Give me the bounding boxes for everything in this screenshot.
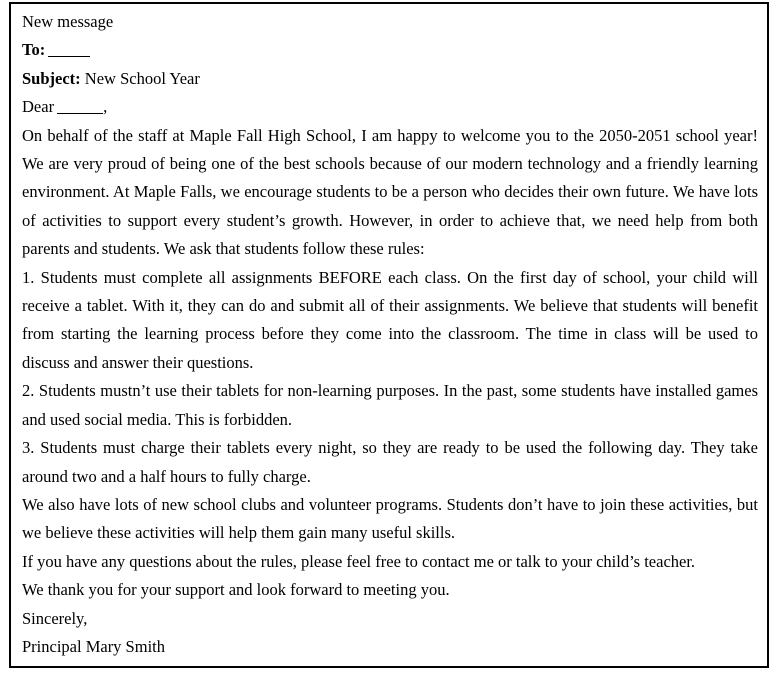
recipient-name-blank[interactable] bbox=[57, 113, 103, 114]
subject-field-line bbox=[22, 65, 758, 93]
email-document bbox=[9, 2, 769, 668]
compose-window-title: New message bbox=[22, 12, 114, 31]
salutation-line bbox=[22, 93, 758, 121]
paragraph-welcome: On behalf of the staff at Maple Fall High School, I am happy to welcome you to the 2050-2051 school year! We are very proud of being one of the best schools because of our modern technology and a friendly learning environment. At Maple Falls, we encourage students to be a person who decides their own future. We have lots of activities to support every student’s growth. However, in order to achieve that, we need help from both parents and students. We ask that students follow these rules: bbox=[22, 125, 758, 259]
compose-window-title-line bbox=[22, 8, 758, 36]
subject-label: Subject: bbox=[22, 68, 81, 88]
to-blank-field[interactable] bbox=[48, 56, 90, 57]
salutation-prefix: Dear bbox=[22, 97, 55, 117]
paragraph-rule-1: 1. Students must complete all assignments BEFORE each class. On the first day of school, your child will receive a tablet. With it, they can do and submit all of their assignments. We believe that students will benefit from starting the learning process before they come into the classroom. The time in class will be used to discuss and answer their questions. bbox=[22, 267, 758, 372]
closing-signoff: Sincerely, bbox=[22, 608, 88, 628]
paragraph-thanks: We thank you for your support and look forward to meeting you. bbox=[22, 580, 450, 600]
to-label: To: bbox=[22, 40, 46, 60]
paragraph-contact: If you have any questions about the rules, please feel free to contact me or talk to your child’s teacher. bbox=[22, 551, 696, 571]
subject-value: New School Year bbox=[84, 68, 200, 88]
paragraph-clubs: We also have lots of new school clubs and volunteer programs. Students don’t have to join these activities, but we believe these activities will help them gain many useful skills. bbox=[22, 494, 758, 543]
salutation-comma: , bbox=[103, 97, 108, 117]
closing-signature: Principal Mary Smith bbox=[22, 636, 165, 656]
paragraph-rule-2: 2. Students mustn’t use their tablets for non-learning purposes. In the past, some students have installed games and used social media. This is forbidden. bbox=[22, 381, 758, 429]
paragraph-rule-3: 3. Students must charge their tablets every night, so they are ready to be used the following day. They take around two and a half hours to fully charge. bbox=[22, 438, 758, 486]
to-field-line bbox=[22, 36, 758, 64]
